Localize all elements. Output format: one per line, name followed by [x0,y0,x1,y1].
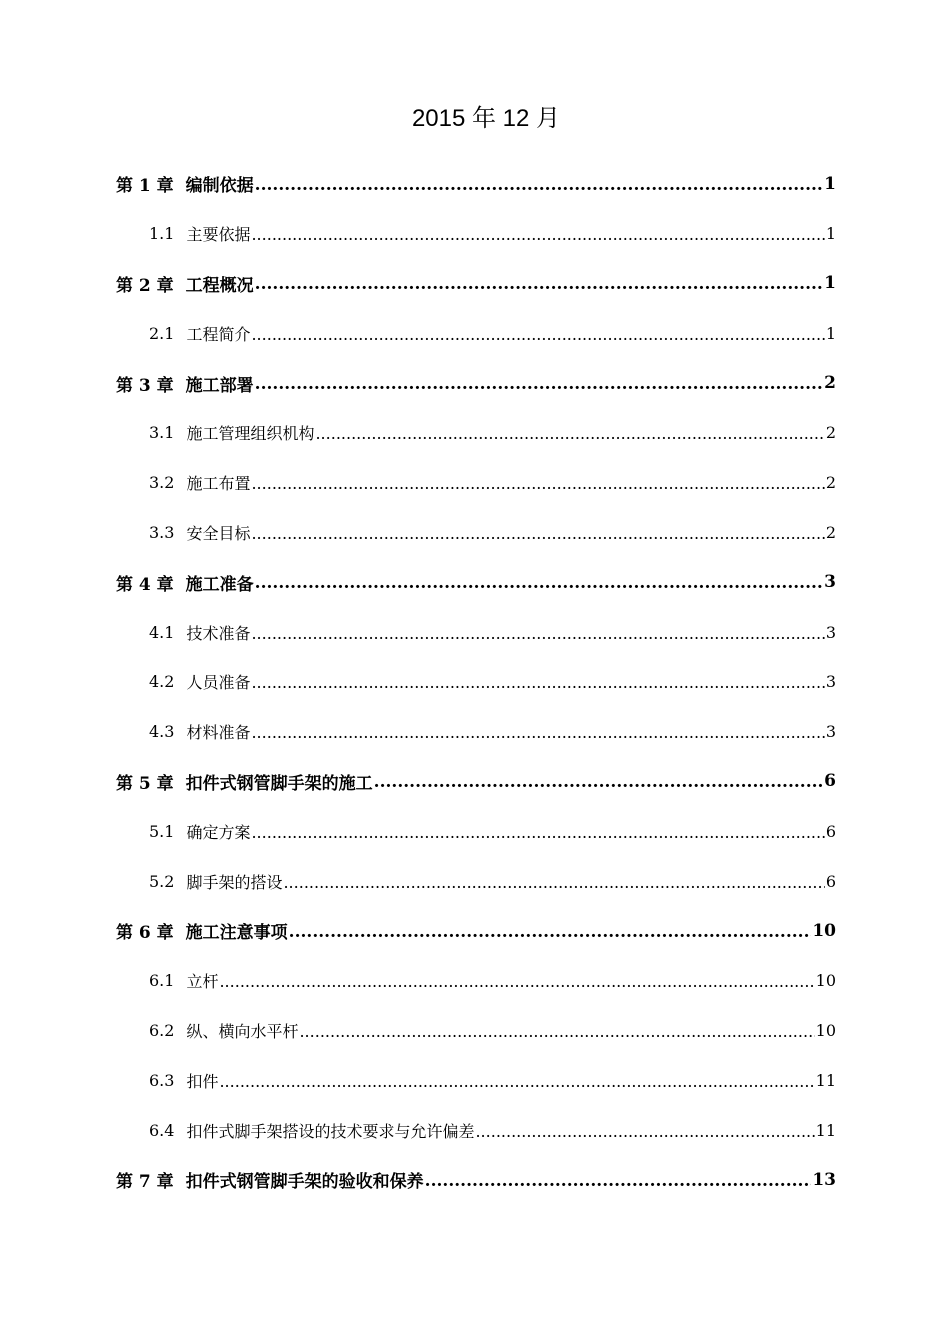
toc-entry-number: 4.3 [149,722,175,742]
toc-entry-number: 第 2 章 [116,275,174,296]
toc-dot-leader [251,823,824,842]
toc-entry-number: 第 6 章 [116,923,174,944]
toc-dot-leader [255,175,823,195]
toc-dot-leader [251,474,824,493]
toc-entry-title: 脚手架的搭设 [186,872,283,892]
toc-page-number: 10 [815,971,836,991]
toc-entry-number: 4.2 [149,672,175,692]
toc-page-number: 3 [824,572,836,593]
toc-page-number: 1 [824,173,836,194]
toc-dot-leader [255,374,823,394]
toc-entry-title: 主要依据 [186,225,251,245]
toc-entry-title: 扣件式钢管脚手架的验收和保养 [185,1172,424,1193]
toc-entry-number: 6.4 [149,1120,175,1140]
toc-chapter-entry[interactable] [116,906,836,956]
toc-dot-leader [219,1072,814,1091]
toc-page-number: 6 [825,821,836,841]
toc-entry-number: 5.2 [149,871,175,891]
toc-chapter-entry[interactable] [116,159,836,209]
toc-page-number: 3 [825,722,836,742]
toc-page-number: 11 [815,1120,836,1140]
toc-section-entry[interactable] [116,308,836,358]
toc-page-number: 6 [824,771,836,792]
toc-dot-leader [374,772,823,792]
toc-entry-title: 施工布置 [186,474,251,494]
toc-entry-title: 立杆 [186,972,219,992]
toc-page-number: 10 [812,920,836,941]
toc-section-entry[interactable] [116,458,836,508]
toc-page-number: 6 [825,871,836,891]
toc-page-number: 1 [825,323,836,343]
toc-dot-leader [283,873,824,892]
toc-chapter-entry[interactable] [116,1155,836,1205]
toc-page-number: 2 [824,373,836,394]
toc-section-entry[interactable] [116,956,836,1006]
toc-section-entry[interactable] [116,408,836,458]
toc-entry-number: 4.1 [149,622,175,642]
toc-entry-number: 第 4 章 [116,574,174,595]
toc-entry-title: 编制依据 [185,176,254,197]
toc-entry-title: 材料准备 [186,723,251,743]
toc-entry-number: 3.3 [149,522,175,542]
toc-page-number: 3 [825,672,836,692]
toc-dot-leader [219,972,814,991]
toc-entry-number: 6.1 [149,971,175,991]
toc-chapter-entry[interactable] [116,757,836,807]
toc-entry-number: 2.1 [149,323,175,343]
toc-chapter-entry[interactable] [116,557,836,607]
toc-dot-leader [251,325,824,344]
toc-section-entry[interactable] [116,1105,836,1155]
toc-entry-number: 6.3 [149,1070,175,1090]
toc-dot-leader [315,424,824,443]
toc-entry-title: 确定方案 [186,822,251,842]
toc-dot-leader [251,624,824,643]
toc-entry-number: 第 7 章 [116,1172,174,1193]
toc-entry-number: 6.2 [149,1020,175,1040]
toc-entry-number: 第 3 章 [116,375,174,396]
toc-section-entry[interactable] [116,856,836,906]
toc-section-entry[interactable] [116,707,836,757]
toc-page-number: 2 [825,423,836,443]
toc-entry-number: 1.1 [149,224,175,244]
toc-section-entry[interactable] [116,607,836,657]
toc-page-number: 3 [825,622,836,642]
toc-page-number: 1 [824,273,836,294]
toc-section-entry[interactable] [116,657,836,707]
table-of-contents [116,159,836,1205]
date-title: 2015 年 12 月 [411,105,561,132]
toc-dot-leader [251,723,824,742]
toc-entry-number: 3.1 [149,423,175,443]
toc-entry-number: 第 1 章 [116,176,174,197]
toc-entry-title: 安全目标 [186,523,251,543]
toc-entry-title: 施工准备 [185,574,254,595]
toc-dot-leader [255,573,823,593]
toc-page-number: 10 [815,1020,836,1040]
toc-page-number: 2 [825,473,836,493]
toc-dot-leader [251,673,824,692]
toc-dot-leader [475,1122,814,1141]
toc-page-number: 13 [812,1169,836,1190]
toc-dot-leader [425,1171,812,1191]
toc-entry-title: 技术准备 [186,623,251,643]
toc-entry-title: 纵、横向水平杆 [186,1021,299,1041]
toc-entry-number: 5.1 [149,821,175,841]
toc-entry-title: 施工管理组织机构 [186,424,315,444]
toc-entry-title: 扣件式钢管脚手架的施工 [185,773,373,794]
toc-page-number: 2 [825,522,836,542]
toc-dot-leader [251,524,824,543]
toc-dot-leader [255,274,823,294]
toc-chapter-entry[interactable] [116,259,836,309]
toc-dot-leader [289,922,812,942]
toc-section-entry[interactable] [116,1055,836,1105]
toc-page-number: 11 [815,1070,836,1090]
toc-section-entry[interactable] [116,209,836,259]
toc-entry-title: 工程概况 [185,275,254,296]
toc-dot-leader [251,225,824,244]
toc-dot-leader [299,1022,814,1041]
toc-page-number: 1 [825,224,836,244]
toc-entry-title: 扣件 [186,1071,219,1091]
toc-entry-title: 施工注意事项 [185,923,288,944]
toc-entry-number: 第 5 章 [116,773,174,794]
toc-section-entry[interactable] [116,1006,836,1056]
toc-entry-title: 扣件式脚手架搭设的技术要求与允许偏差 [186,1121,475,1141]
toc-section-entry[interactable] [116,508,836,558]
toc-entry-number: 3.2 [149,473,175,493]
toc-chapter-entry[interactable] [116,358,836,408]
toc-entry-title: 人员准备 [186,673,251,693]
toc-entry-title: 工程简介 [186,324,251,344]
toc-section-entry[interactable] [116,806,836,856]
toc-entry-title: 施工部署 [185,375,254,396]
